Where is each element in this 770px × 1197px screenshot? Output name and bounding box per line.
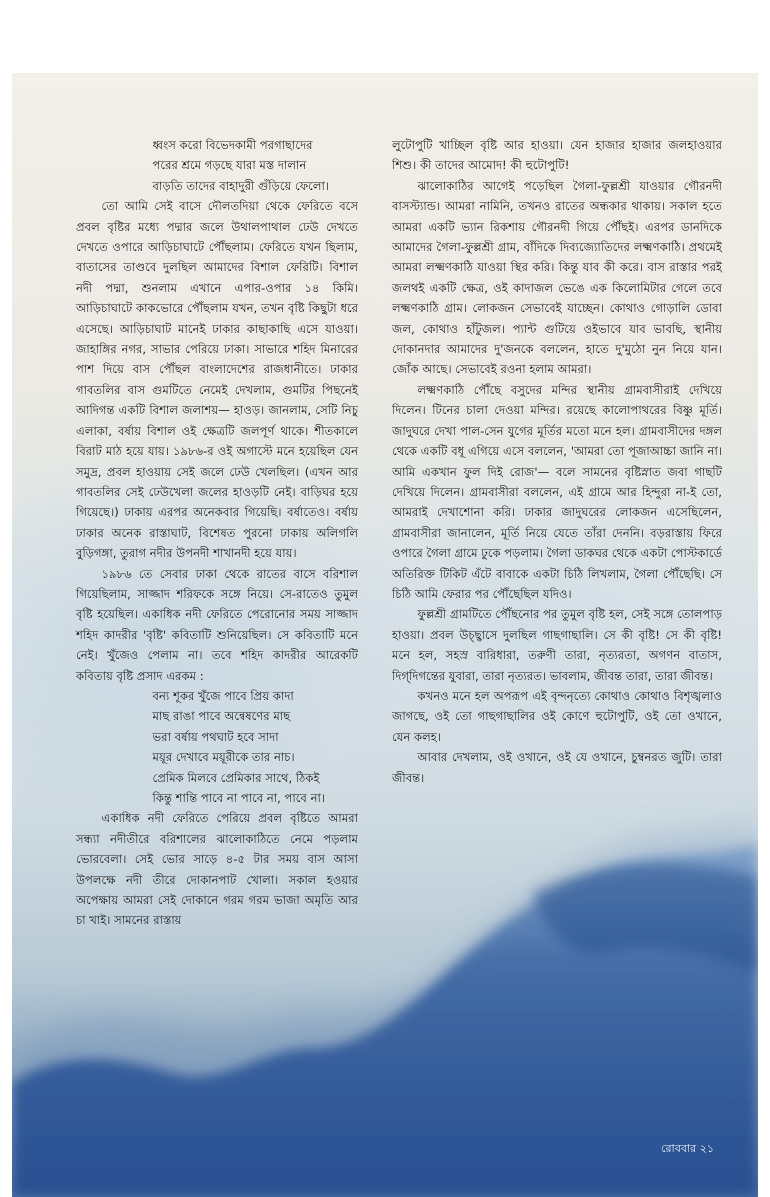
body-paragraph: ঝালোকাঠির আগেই পড়েছিল গৈলা-ফুল্লশ্রী যাওয়ার গৌরনদী বাসস্ট্যান্ড। আমরা নামিনি, তখনও রাতের অন্ধকার থাকায়। সকাল হতে আমরা একটি ভ্যান রিকশায় গৌরনদী গিয়ে পৌঁছই। এরপর ডানদিকে আমাদের গৈলা-ফুল্লশ্রী গ্রাম, বাঁদিকে দিব্যজ্যোতিদের লক্ষ্মণকাঠি। প্রথমেই আমরা লক্ষ্মণকাঠি যাওয়া স্থির করি। কিন্তু যাব কী করে। বাস রাস্তার পরই জলথই একটি ক্ষেত্র, ওই কাদাজল ভেঙে এক কিলোমিটার গেলে তবে লক্ষ্মণকাঠি গ্রাম। লোকজন সেভাবেই যাচ্ছেন। কোথাও গোড়ালি ডোবা জল, কোথাও হাঁটুজল। প্যান্ট গুটিয়ে ওইভাবে যাব ভাবছি, স্থানীয় দোকানদার আমাদের দু'জনকে বললেন, হাতে দু'মুঠো নুন নিয়ে যান। জোঁক আছে। সেভাবেই রওনা হলাম আমরা।	[392, 178, 722, 377]
poem-line: কিন্তু শান্তি পাবে না পাবে না, পাবে না।	[152, 791, 325, 805]
body-paragraph: তো আমি সেই বাসে দৌলতদিয়া থেকে ফেরিতে বসে প্রবল বৃষ্টির মধ্যে পদ্মার জলে উথালপাথাল ঢেউ দেখতে দেখতে ওপারে আড়িচাঘাটে পৌঁছলাম। ফেরিতে যখন ছিলাম, বাতাসের তাণ্ডবে দুলছিল আমাদের বিশাল ফেরিটি। বিশাল নদী পদ্মা, শুনলাম এখানে এপার-ওপার ১৪ কিমি। আড়িচাঘাটে কাকভোরে পৌঁছলাম যখন, তখন বৃষ্টি কিছুটা ধরে এসেছে। আড়িচাঘাট মানেই ঢাকার কাছাকাছি এসে যাওয়া। জাহাঙ্গির নগর, সাভার পেরিয়ে ঢাকা। সাভারে শহিদ মিনারের পাশ দিয়ে বাস পৌঁছল বাংলাদেশের রাজধানীতে। ঢাকার গাবতলির বাস গুমটিতে নেমেই দেখলাম, গুমটির পিছনেই আদিগন্ত একটি বিশাল জলাশয়— হাওড়। জানলাম, সেটি নিচু এলাকা, বর্ষায় বিশাল ওই ক্ষেত্রটি জলপূর্ণ থাকে। শীতকালে বিরাট মাঠ হয়ে যায়। ১৯৮৬-র ওই অগাস্টে মনে হয়েছিল যেন সমুদ্র, প্রবল হাওয়ায় সেই জলে ঢেউ খেলছিল। (এখন আর গাবতলির সেই ঢেউখেলা জলের হাওড়টি নেই। বাড়িঘর হয়ে গিয়েছে।) ঢাকায় এরপর অনেকবার গিয়েছি। বর্ষাতেও। বর্ষায় ঢাকার অনেক রাস্তাঘাট, বিশেষত পুরনো ঢাকায় অলিগলি বুড়িগঙ্গা, তুরাগ নদীর উপনদী শাখানদী হয়ে যায়।	[76, 199, 358, 561]
body-paragraph: একাধিক নদী ফেরিতে পেরিয়ে প্রবল বৃষ্টিতে আমরা সন্ধ্যা নদীতীরে বরিশালের ঝালোকাঠিতে নেমে পড়লাম ভোরবেলা। সেই ভোর সাড়ে ৪-৫ টার সময় বাস আসা উপলক্ষে নদী তীরে দোকানপাট খোলা। সকাল হওয়ার অপেক্ষায় আমরা সেই দোকানে গরম গরম ভাজা অমৃতি আর চা খাই। সামনের রাস্তায়	[76, 811, 358, 928]
body-paragraph: লক্ষ্মণকাঠি পৌঁছে বসুদের মন্দির স্থানীয় গ্রামবাসীরাই দেখিয়ে দিলেন। টিনের চালা দেওয়া মন্দির। রয়েছে কালোপাথরের বিষ্ণু মূর্তি। জাদুঘরে দেখা পাল-সেন যুগের মূর্তির মতো মনে হল। গ্রামবাসীদের দঙ্গল থেকে একটি বধূ এগিয়ে এসে বললেন, 'আমরা তো পূজাআচ্চা জানি না। আমি একখান ফুল দিই রোজ'— বলে সামনের বৃষ্টিস্নাত জবা গাছটি দেখিয়ে দিলেন। গ্রামবাসীরা বললেন, এই গ্রামে আর হিন্দুরা না-ই তো, আমরাই দেখাশোনা করি। ঢাকার জাদুঘরের লোকজন এসেছিলেন, গ্রামবাসীরা জানালেন, মূর্তি নিয়ে যেতে তাঁরা দেননি। বড়রাস্তায় ফিরে ওপারে গৈলা গ্রামে ঢুকে পড়লাম। গৈলা ডাকঘর থেকে একটা পোস্টকার্ডে অতিরিক্ত টিকিট এঁটে বাবাকে একটা চিঠি লিখলাম, গৈলা পৌঁছেছি। সে চিঠি আমি ফেরার পর পৌঁছেছিল যদিও।	[392, 382, 723, 601]
body-paragraph: লুটোপুটি খাচ্ছিল বৃষ্টি আর হাওয়া। যেন হাজার হাজার জলহাওয়ার শিশু। কী তাদের আমোদ! কী হুটোপুটি!	[392, 138, 722, 173]
page-footer-label: রোববার ২১	[661, 1142, 714, 1155]
poem-line: বন্য শূকর খুঁজে পাবে প্রিয় কাদা	[152, 688, 294, 703]
poem-line: ধ্বংস করো বিভেদকামী পরগাছাদের	[152, 138, 313, 152]
body-paragraph: কখনও মনে হল অপরূপ এই বৃন্দনৃত্যে কোথাও কোথাও বিশৃঙ্খলাও জাগছে, ওই তো গাছগাছালির ওই কোণে হুটোপুটি, ওই তো ওখানে, যেন কলহ।	[392, 688, 722, 744]
article-left-column	[76, 135, 358, 931]
poem-line: মাছ রাঙা পাবে অন্বেষণের মাছ	[152, 709, 291, 724]
body-paragraph: আবার দেখলাম, ওই ওখানে, ওই যে ওখানে, চুম্বনরত জুটি। তারা জীবন্ত।	[392, 750, 722, 785]
poem-line: ময়ূর দেখাবে ময়ূরীকে তার নাচ।	[152, 750, 295, 765]
article-right-column	[392, 135, 722, 788]
poem-line: পরের শ্রমে গড়ছে যারা মস্ত দালান	[152, 158, 307, 173]
poem-line: বাড়তি তাদের বাহাদুরী গুঁড়িয়ে ফেলো।	[152, 178, 329, 193]
poem-line: প্রেমিক মিলবে প্রেমিকার সাথে, ঠিকই	[152, 770, 320, 785]
body-paragraph: ফুল্লশ্রী গ্রামটিতে পৌঁছনোর পর তুমুল বৃষ্টি হল, সেই সঙ্গে তোলপাড় হাওয়া। প্রবল উচ্ছ্বাসে দুলছিল গাছগাছালি। সে কী বৃষ্টি! সে কী বৃষ্টি! মনে হল, সহস্র বারিধারা, তরুণী তারা, নৃত্যরতা, অগণন বাতাস, দিগ্‌দিগন্তের যুবারা, তারা নৃত্যরত। ভাবলাম, জীবন্ত তারা, তারা জীবন্ত।	[392, 607, 722, 683]
magazine-page	[12, 73, 758, 1197]
poem-line: ভরা বর্ষায় পথঘাট হবে সাদা	[152, 729, 279, 744]
body-paragraph: ১৯৮৬ তে সেবার ঢাকা থেকে রাতের বাসে বরিশাল গিয়েছিলাম, সাজ্জাদ শরিফকে সঙ্গে নিয়ে। সে-রাতেও তুমুল বৃষ্টি হয়েছিল। একাধিক নদী ফেরিতে পেরোনোর সময় সাজ্জাদ শহিদ কাদরীর 'বৃষ্টি' কবিতাটি শুনিয়েছিল। সে কবিতাটি মনে নেই। খুঁজেও পেলাম না। তবে শহিদ কাদরীর আরেকটি কবিতায় বৃষ্টি প্রসাদ এরকম :	[76, 566, 358, 683]
